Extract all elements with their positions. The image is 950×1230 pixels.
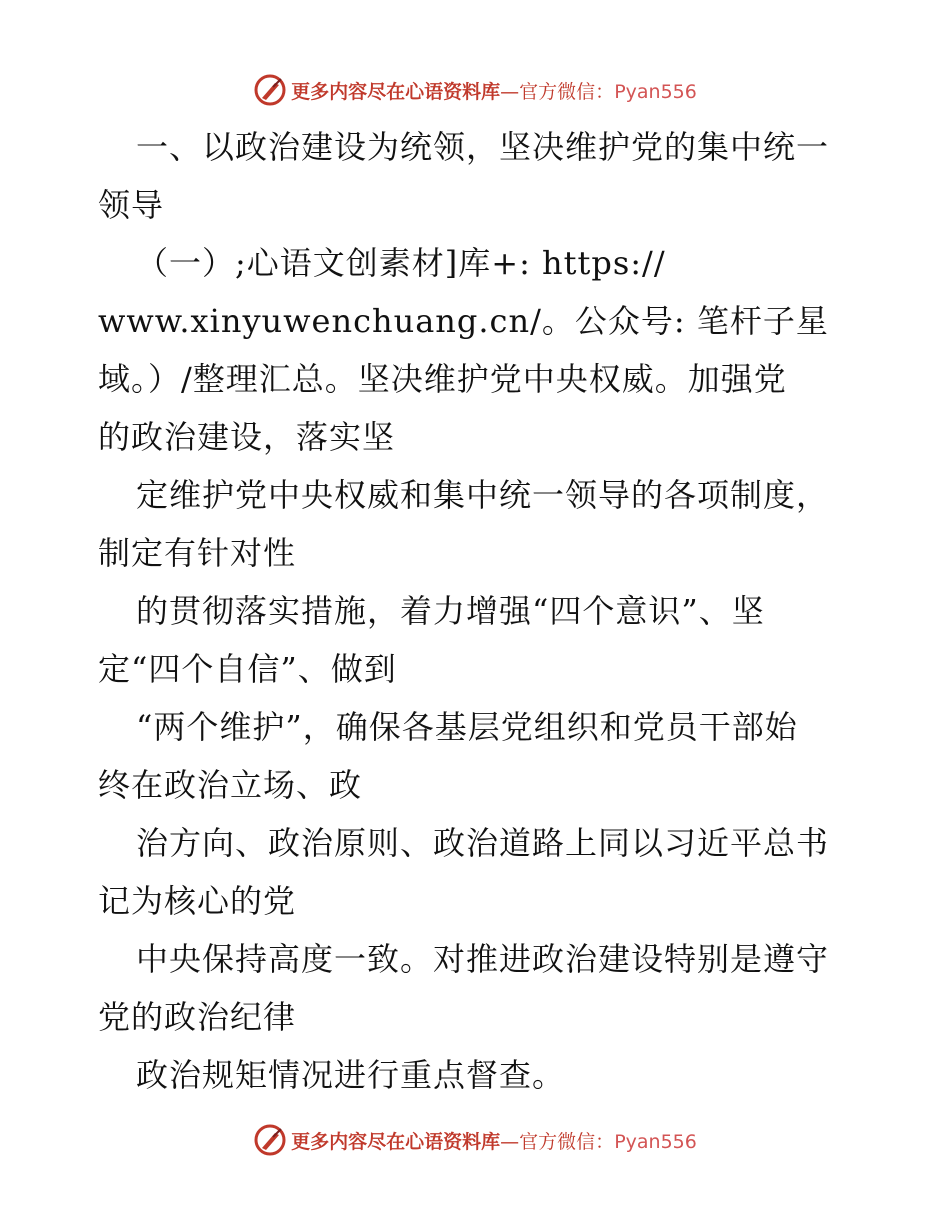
paragraph-line: 记为核心的党 bbox=[98, 882, 297, 920]
paragraph-line: 域。）/整理汇总。坚决维护党中央权威。加强党 bbox=[98, 360, 787, 398]
paragraph-line: “两个维护”，确保各基层党组织和党员干部始 bbox=[136, 708, 798, 746]
paragraph-line: 一、以政治建设为统领，坚决维护党的集中统一 bbox=[136, 128, 830, 166]
paragraph-line: 的贯彻落实措施，着力增强“四个意识”、坚 bbox=[136, 592, 765, 630]
paragraph-line: 定“四个自信”、做到 bbox=[98, 650, 397, 688]
header-watermark bbox=[0, 70, 950, 110]
watermark-text: 更多内容尽在心语资料库—官方微信：Pyan556 bbox=[291, 80, 697, 103]
paragraph-line: 中央保持高度一致。对推进政治建设特别是遵守 bbox=[136, 940, 830, 978]
paragraph-line: 治方向、政治原则、政治道路上同以习近平总书 bbox=[136, 824, 830, 862]
document-body bbox=[98, 118, 858, 1104]
footer-watermark bbox=[0, 1120, 950, 1160]
quill-logo-icon bbox=[253, 73, 287, 107]
paragraph-line: 党的政治纪律 bbox=[98, 998, 297, 1036]
paragraph-line: www.xinyuwenchuang.cn/。公众号: 笔杆子星 bbox=[98, 302, 829, 340]
paragraph-line: 政治规矩情况进行重点督查。 bbox=[136, 1056, 566, 1094]
paragraph-line: 领导 bbox=[98, 186, 165, 224]
paragraph-line: 制定有针对性 bbox=[98, 534, 297, 572]
paragraph-line: 终在政治立场、政 bbox=[98, 766, 363, 804]
paragraph-line: 定维护党中央权威和集中统一领导的各项制度， bbox=[136, 476, 830, 514]
watermark-text: 更多内容尽在心语资料库—官方微信：Pyan556 bbox=[291, 1130, 697, 1153]
paragraph-line: 的政治建设，落实坚 bbox=[98, 418, 396, 456]
quill-logo-icon bbox=[253, 1123, 287, 1157]
paragraph-line: （一）;心语文创素材]库+: https:// bbox=[136, 244, 666, 282]
